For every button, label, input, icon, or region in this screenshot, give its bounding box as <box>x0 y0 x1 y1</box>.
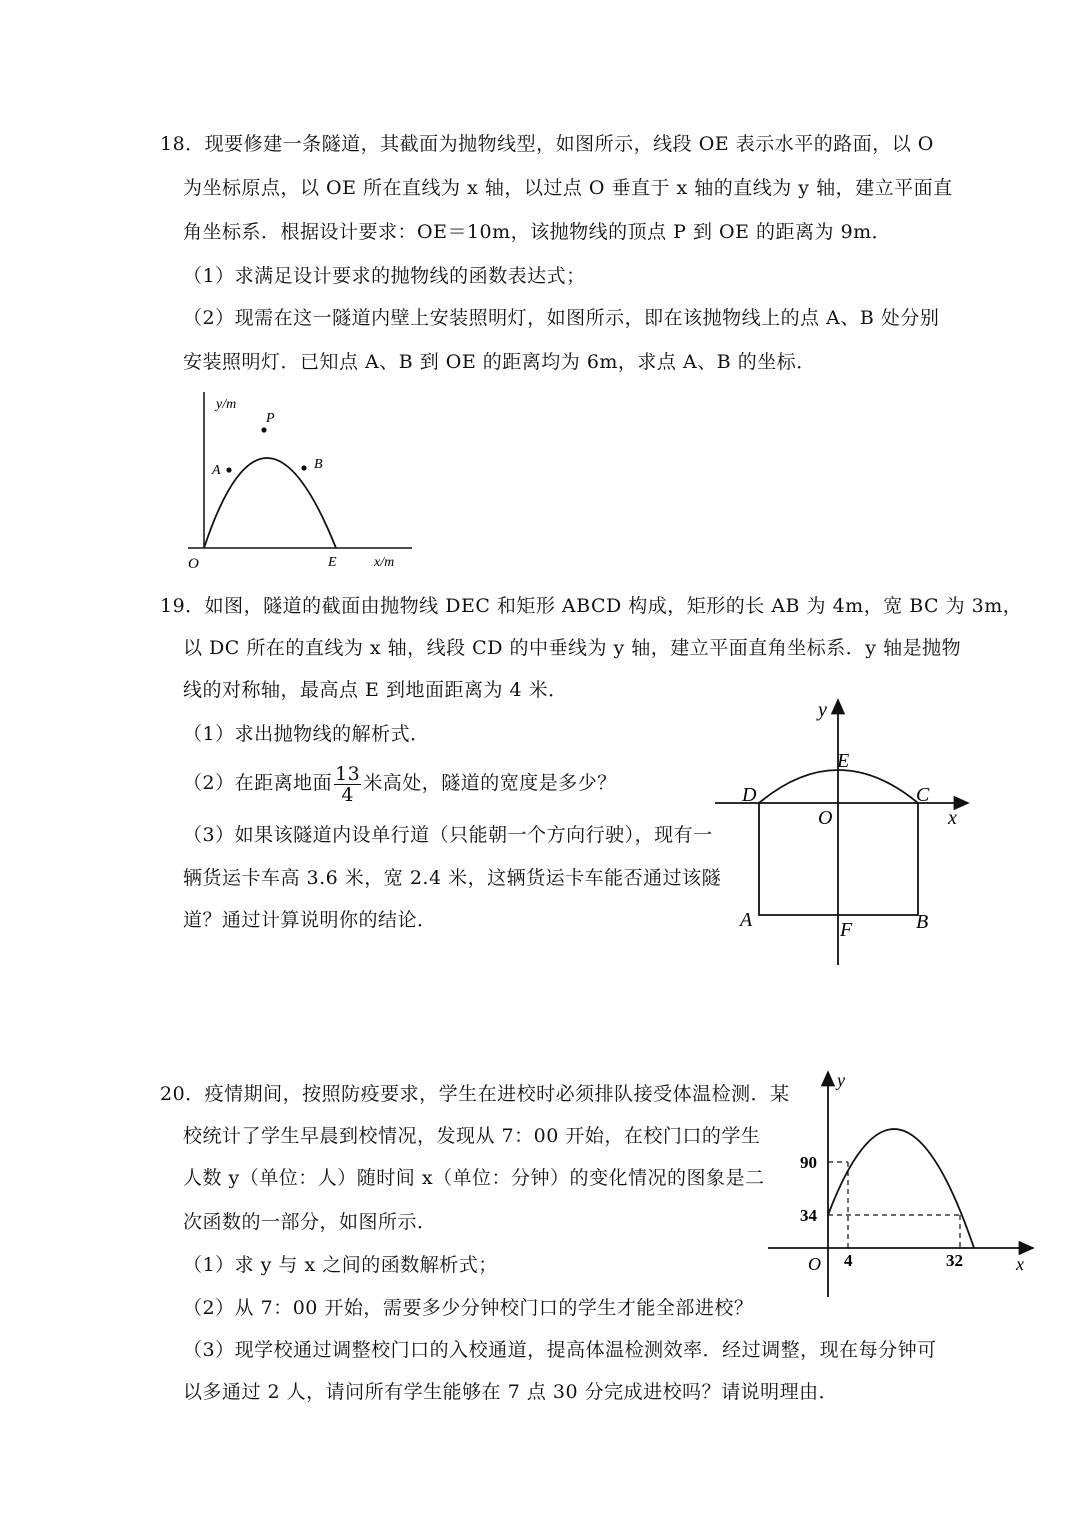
q20-part2: （2）从 7：00 开始，需要多少分钟校门口的学生才能全部进校？ <box>183 1297 754 1319</box>
q18-label-a: A <box>212 463 221 478</box>
q18-y-axis-label: y/m <box>216 397 237 412</box>
q19-line-2: 以 DC 所在的直线为 x 轴，线段 CD 的中垂线为 y 轴，建立平面直角坐标系．y 轴是抛物 <box>183 637 962 659</box>
q19-part2-prefix: （2）在距离地面 <box>183 772 333 794</box>
q19-label-a: A <box>740 909 753 931</box>
q19-part3-line-3: 道？通过计算说明你的结论． <box>183 909 437 931</box>
q19-line-1: 19．如图，隧道的截面由抛物线 DEC 和矩形 ABCD 构成，矩形的长 AB 为 4m，宽 BC 为 3m， <box>160 595 1023 617</box>
q19-label-f: F <box>840 919 853 941</box>
q20-origin-label: O <box>808 1254 821 1274</box>
q20-y-tick-90: 90 <box>800 1153 817 1172</box>
q19-label-c: C <box>916 784 930 806</box>
q19-fraction-numerator: 13 <box>335 762 361 785</box>
q20-line-3: 人数 y（单位：人）随时间 x（单位：分钟）的变化情况的图象是二 <box>183 1167 765 1189</box>
q18-line-1: 18．现要修建一条隧道，其截面为抛物线型，如图所示，线段 OE 表示水平的路面，以 O <box>160 133 934 155</box>
q18-x-axis-label: x/m <box>374 555 395 570</box>
q20-part3-line-2: 以多通过 2 人，请问所有学生能够在 7 点 30 分完成进校吗？请说明理由． <box>183 1381 839 1403</box>
q19-fraction <box>334 764 361 805</box>
q20-y-tick-34: 34 <box>800 1206 817 1225</box>
q19-x-axis-label: x <box>948 807 957 829</box>
q19-part3-line-2: 辆货运卡车高 3.6 米，宽 2.4 米，这辆货运卡车能否通过该隧 <box>183 867 722 889</box>
q20-line-1: 20．疫情期间，按照防疫要求，学生在进校时必须排队接受体温检测．某 <box>160 1083 790 1105</box>
q19-part1: （1）求出抛物线的解析式． <box>183 723 430 745</box>
q18-part2-line-2: 安装照明灯．已知点 A、B 到 OE 的距离均为 6m，求点 A、B 的坐标． <box>183 351 816 373</box>
q18-label-p: P <box>266 411 275 426</box>
q18-point-a <box>226 467 231 472</box>
q19-y-axis-label: y <box>818 699 827 721</box>
q20-x-tick-4: 4 <box>844 1251 853 1270</box>
q19-part3-line-1: （3）如果该隧道内设单行道（只能朝一个方向行驶），现有一 <box>183 824 713 846</box>
q20-x-axis-label: x <box>1016 1254 1024 1274</box>
q18-line-3: 角坐标系．根据设计要求：OE＝10m，该抛物线的顶点 P 到 OE 的距离为 9m． <box>183 221 892 243</box>
q19-part2-suffix: 米高处，隧道的宽度是多少？ <box>363 772 617 794</box>
q20-part3-line-1: （3）现学校通过调整校门口的入校通道，提高体温检测效率．经过调整，现在每分钟可 <box>183 1339 937 1361</box>
q18-label-b: B <box>314 457 323 472</box>
q20-line-2: 校统计了学生早晨到校情况，发现从 7：00 开始，在校门口的学生 <box>183 1125 761 1147</box>
q18-part2-line-1: （2）现需在这一隧道内壁上安装照明灯，如图所示，即在该抛物线上的点 A、B 处分别 <box>183 307 940 329</box>
q19-figure <box>700 690 990 980</box>
q19-part2 <box>183 762 617 805</box>
q19-label-d: D <box>742 784 757 806</box>
q20-y-axis-label: y <box>837 1070 845 1090</box>
q18-label-e: E <box>328 555 337 570</box>
q19-line-3: 线的对称轴，最高点 E 到地面距离为 4 米． <box>183 679 568 701</box>
q19-label-b: B <box>916 911 929 933</box>
q20-parabola <box>828 1129 974 1248</box>
q20-x-tick-32: 32 <box>946 1251 963 1270</box>
q20-part1: （1）求 y 与 x 之间的函数解析式； <box>183 1254 498 1276</box>
q19-fraction-denominator: 4 <box>341 783 354 806</box>
q18-figure <box>180 390 420 580</box>
q20-line-4: 次函数的一部分，如图所示． <box>183 1211 437 1233</box>
q20-figure <box>760 1062 1050 1312</box>
q18-part1: （1）求满足设计要求的抛物线的函数表达式； <box>183 265 586 287</box>
q19-origin-label: O <box>818 807 833 829</box>
q18-origin-label: O <box>188 556 199 572</box>
q19-label-e: E <box>837 750 850 772</box>
q18-line-2: 为坐标原点，以 OE 所在直线为 x 轴，以过点 O 垂直于 x 轴的直线为 y 轴，建立平面直 <box>183 177 953 199</box>
q18-point-p <box>261 427 266 432</box>
q18-point-b <box>301 465 306 470</box>
